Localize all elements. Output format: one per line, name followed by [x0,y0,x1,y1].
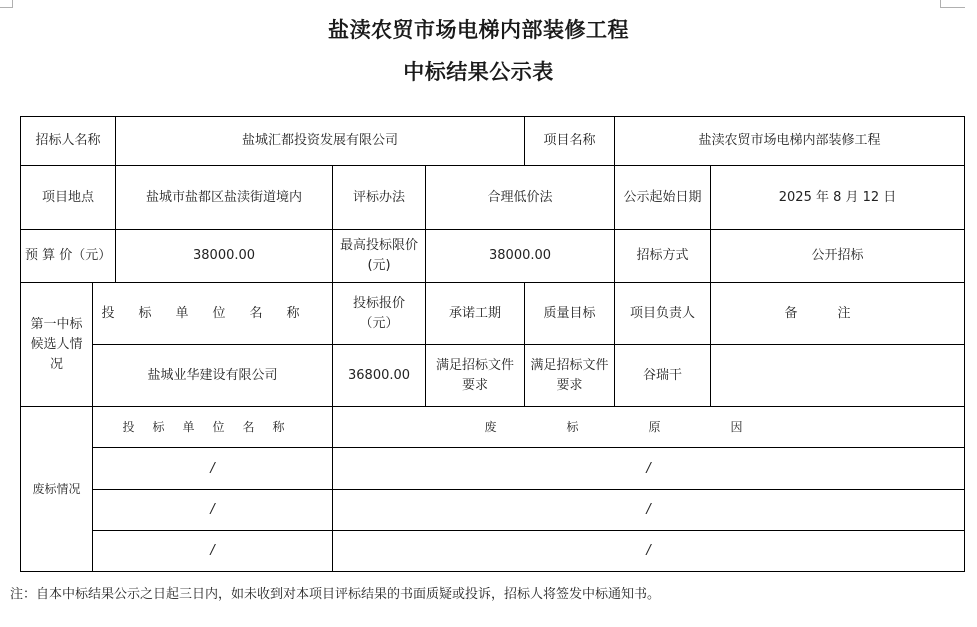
table-row-tenderer [21,117,965,166]
candidate-header-quality: 质量目标 [525,283,615,345]
project-name-value: 盐渎农贸市场电梯内部装修工程 [615,117,965,166]
document-title: 盐渎农贸市场电梯内部装修工程 [328,17,629,42]
candidate-section-label: 第一中标候选人情况 [21,283,93,407]
page-corner-mark-right [940,0,965,8]
location-value: 盐城市盐都区盐渎街道境内 [116,166,333,230]
candidate-bid-price: 36800.00 [333,345,426,407]
publish-date-label: 公示起始日期 [615,166,711,230]
rejected-row [21,531,965,572]
rejected-bidder-name: / [93,448,333,490]
candidate-header-duration: 承诺工期 [426,283,525,345]
rejected-reason: / [333,490,965,531]
candidate-value-row [21,345,965,407]
rejected-bidder-name: / [93,531,333,572]
rejected-row [21,448,965,490]
eval-method-value: 合理低价法 [426,166,615,230]
tenderer-label: 招标人名称 [21,117,116,166]
candidate-header-row [21,283,965,345]
rejected-row [21,490,965,531]
table-row-budget [21,230,965,283]
bid-method-value: 公开招标 [711,230,965,283]
rejected-header-row [21,407,965,448]
publish-date-value: 2025 年 8 月 12 日 [711,166,965,230]
document-subtitle: 中标结果公示表 [403,59,554,84]
max-price-value: 38000.00 [426,230,615,283]
budget-label: 预 算 价（元） [21,230,116,283]
rejected-reason: / [333,448,965,490]
footnote: 注：自本中标结果公示之日起三日内，如未收到对本项目评标结果的书面质疑或投诉，招标人将签发中标通知书。 [10,587,661,602]
bid-method-label: 招标方式 [615,230,711,283]
candidate-duration: 满足招标文件要求 [426,345,525,407]
candidate-bidder-name: 盐城业华建设有限公司 [93,345,333,407]
rejected-header-bidder-name: 投标单位名称 [93,407,333,448]
candidate-header-manager: 项目负责人 [615,283,711,345]
rejected-header-reason: 废标原因 [333,407,965,448]
eval-method-label: 评标办法 [333,166,426,230]
page-corner-mark-left [0,0,13,8]
candidate-quality: 满足招标文件要求 [525,345,615,407]
budget-value: 38000.00 [116,230,333,283]
bid-result-table [20,116,965,572]
rejected-bidder-name: / [93,490,333,531]
location-label: 项目地点 [21,166,116,230]
table-row-location [21,166,965,230]
rejected-reason: / [333,531,965,572]
project-name-label: 项目名称 [525,117,615,166]
rejected-section-label: 废标情况 [21,407,93,572]
candidate-header-bidder-name: 投标单位名称 [93,283,333,345]
tenderer-value: 盐城汇都投资发展有限公司 [116,117,525,166]
candidate-header-remarks: 备注 [711,283,965,345]
candidate-remarks [711,345,965,407]
max-price-label: 最高投标限价(元) [333,230,426,283]
candidate-manager: 谷瑞干 [615,345,711,407]
candidate-header-bid-price: 投标报价（元） [333,283,426,345]
